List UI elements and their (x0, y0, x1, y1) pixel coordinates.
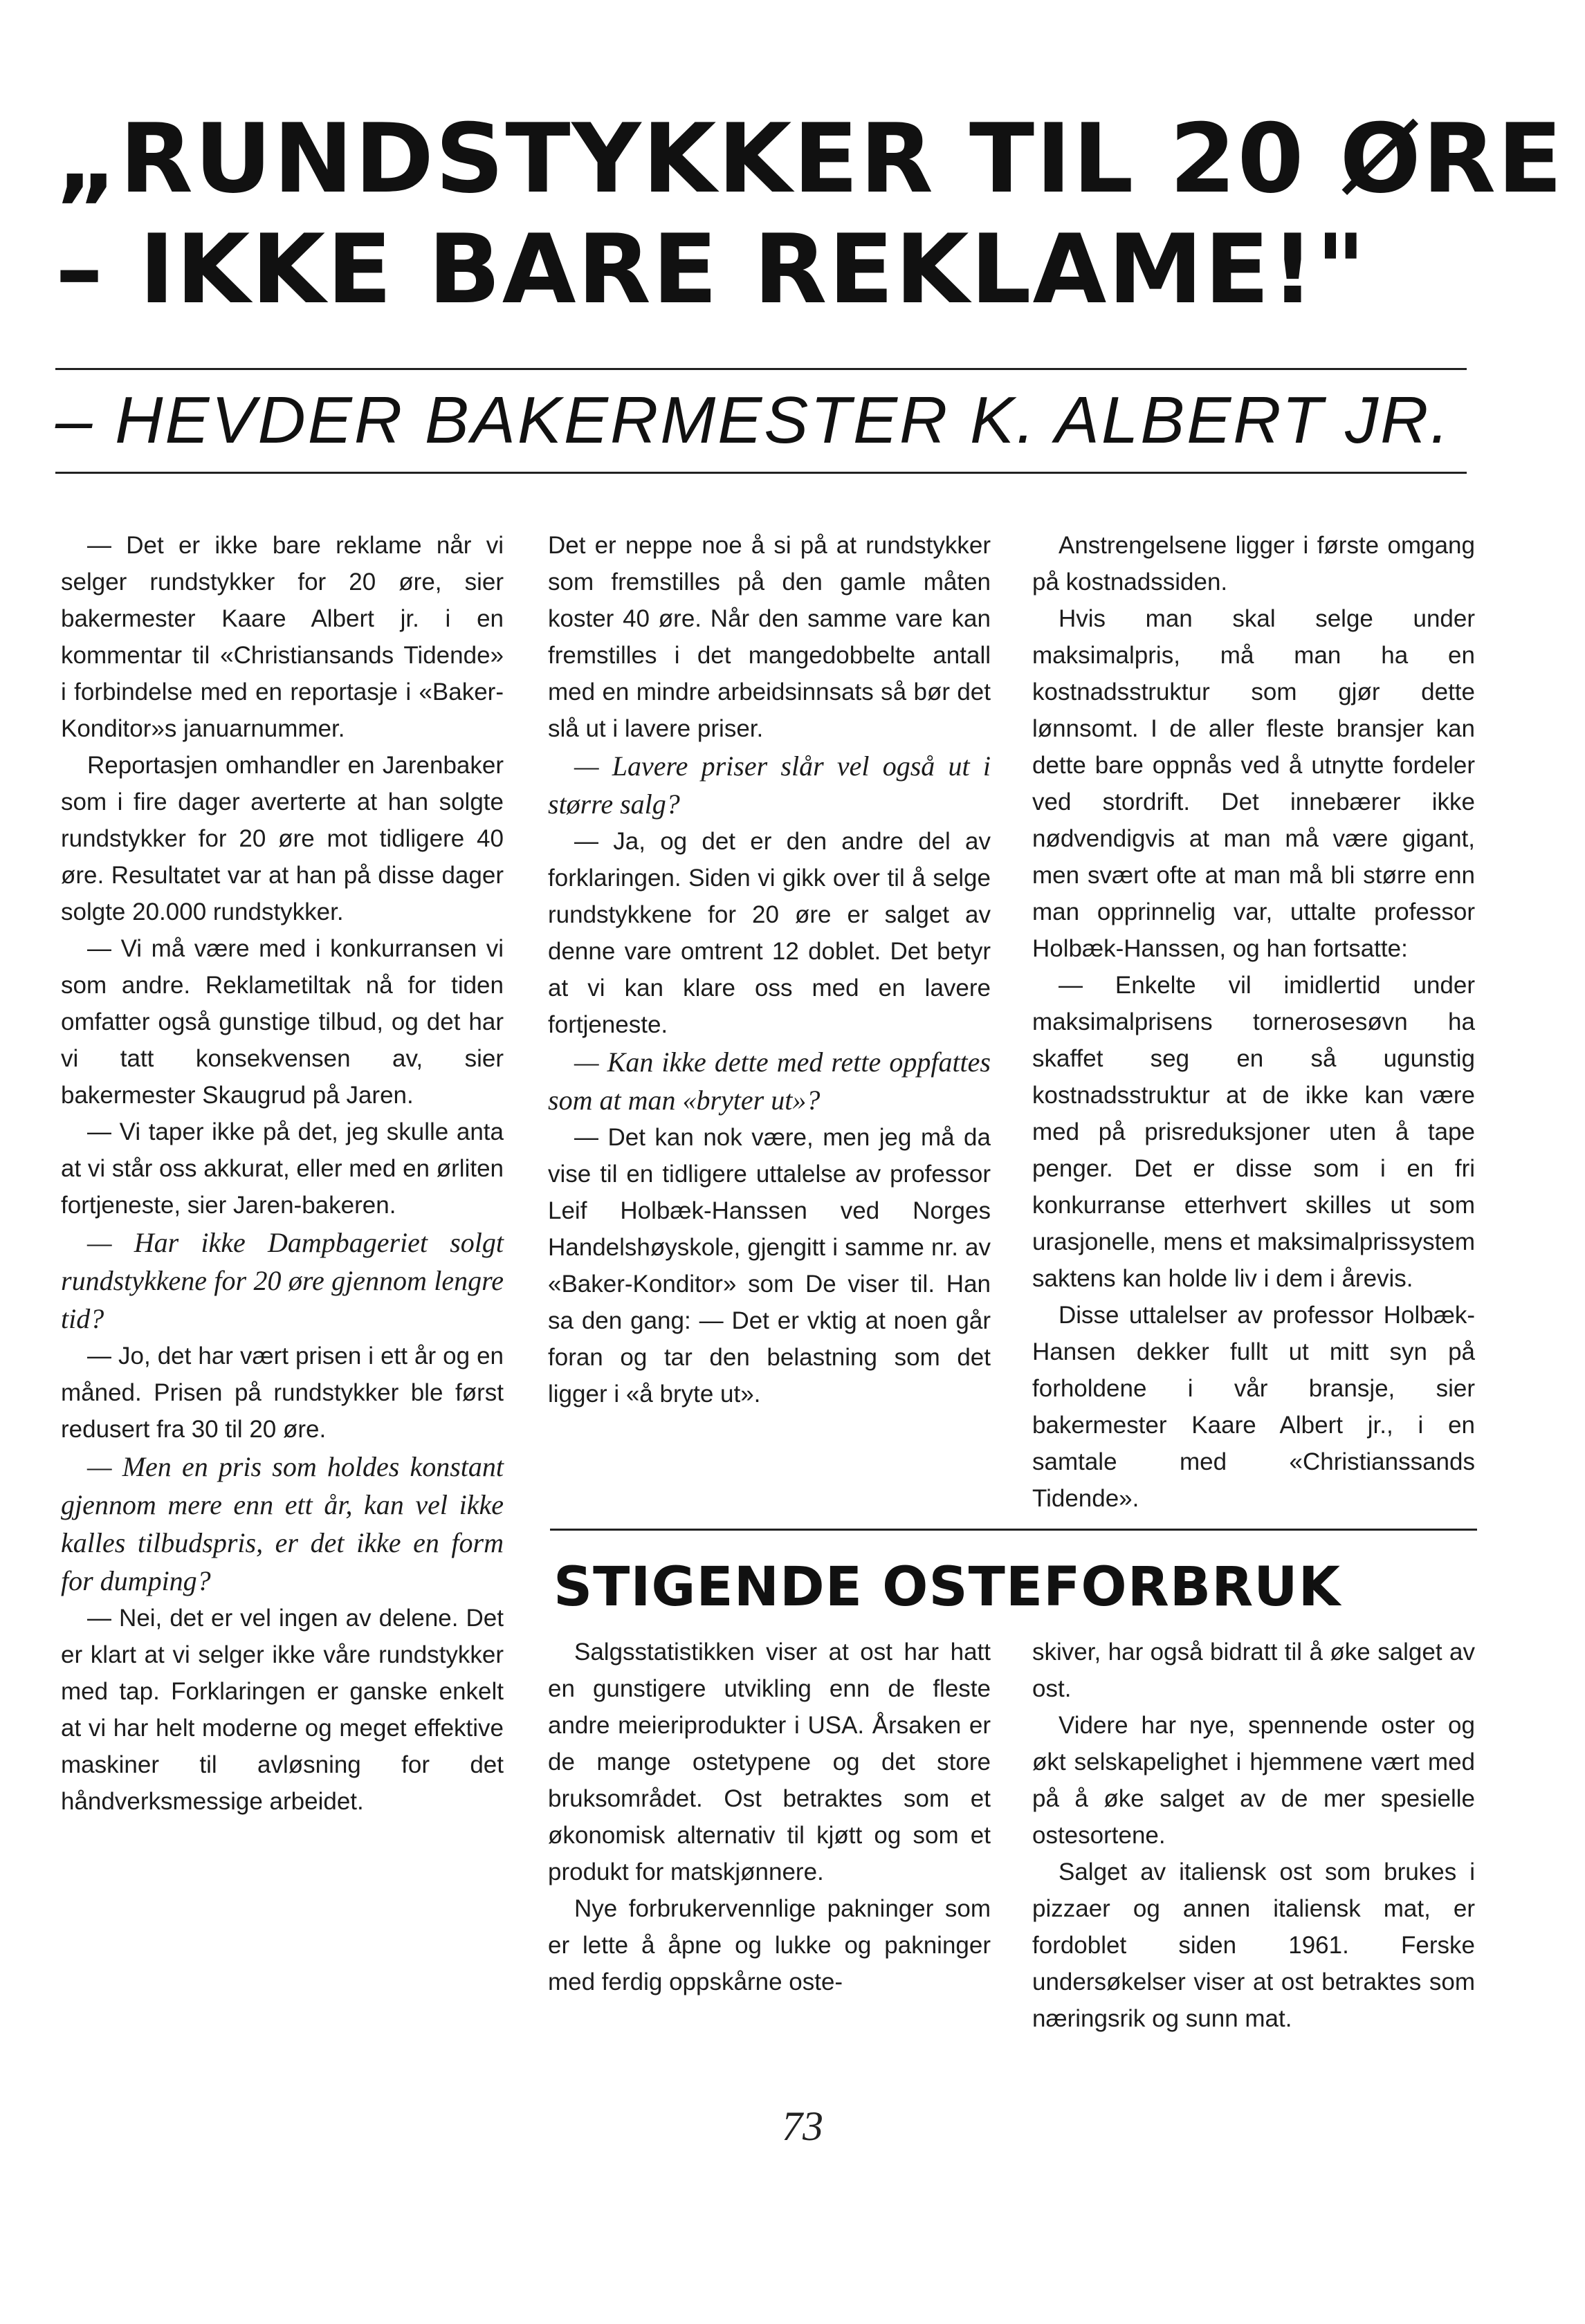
paragraph: Nye forbrukervennlige pakninger som er lette å åpne og lukke og pakninger med ferdig oppskårne oste- (548, 1895, 991, 1995)
headline-line-1: „RUNDSTYKKER TIL 20 ØRE (55, 103, 1564, 214)
paragraph: skiver, har også bidratt til å øke salget av ost. (1032, 1639, 1475, 1702)
page-number: 73 (782, 2103, 823, 2149)
article-column-1 (61, 527, 504, 1820)
headline-rule (55, 368, 1467, 370)
interview-question: — Lavere priser slår vel også ut i større salg? (548, 750, 991, 820)
article-column-2 (548, 527, 991, 1412)
section-rule (550, 1529, 1477, 1531)
paragraph: — Enkelte vil imidlertid under maksimalprisens tornerosesøvn ha skaffet seg en så ugunstig kostnadsstruktur at de ikke kan være med på prisreduksjoner uten å tape penger. Det er disse som i en fri konkurranse etterhvert skilles ut som urasjonelle, mens et maksimalprissystem saktens kan holde liv i dem i årevis. (1032, 972, 1475, 1292)
article-subheadline: – HEVDER BAKERMESTER K. ALBERT JR. (55, 383, 1451, 457)
interview-question: — Kan ikke dette med rette oppfattes som at man «bryter ut»? (548, 1046, 991, 1116)
paragraph: — Vi taper ikke på det, jeg skulle anta at vi står oss akkurat, eller med en ørliten fortjeneste, sier Jaren-bakeren. (61, 1118, 504, 1219)
paragraph: — Det kan nok være, men jeg må da vise til en tidligere uttalelse av professor Leif Holbæk-Hanssen ved Norges Handelshøyskole, gjengitt i samme nr. av «Baker-Konditor» som De viser til. Han sa den gang: — Det er vktig at noen går foran og tar den belastning som det ligger i «å bryte ut». (548, 1124, 991, 1408)
interview-question: — Har ikke Dampbageriet solgt rundstykkene for 20 øre gjennom lengre tid? (61, 1227, 504, 1334)
paragraph: Det er neppe noe å si på at rundstykker som fremstilles på den gamle måten koster 40 øre. Når den samme vare kan fremstilles i det mangedobbelte antall med en mindre arbeidsinnsats så bør det slå ut i lavere priser. (548, 532, 991, 742)
paragraph: — Jo, det har vært prisen i ett år og en måned. Prisen på rundstykker ble først redusert fra 30 til 20 øre. (61, 1343, 504, 1443)
headline-line-2: – IKKE BARE REKLAME!" (55, 214, 1367, 325)
paragraph: — Det er ikke bare reklame når vi selger rundstykker for 20 øre, sier bakermester Kaare Albert jr. i en kommentar til «Christiansands Tidende» i forbindelse med en reportasje i «Baker-Konditor»s januarnummer. (61, 532, 504, 742)
paragraph: Disse uttalelser av professor Holbæk-Hansen dekker fullt ut mitt syn på forholdene i vår bransje, sier bakermester Kaare Albert jr., i en samtale med «Christianssands Tidende». (1032, 1302, 1475, 1512)
paragraph: Reportasjen omhandler en Jarenbaker som i fire dager averterte at han solgte rundstykker for 20 øre mot tidligere 40 øre. Resultatet var at han på disse dager solgte 20.000 rundstykker. (61, 752, 504, 925)
paragraph: — Ja, og det er den andre del av forklaringen. Siden vi gikk over til å selge rundstykkene for 20 øre er salget av denne vare omtrent 12 doblet. Det betyr at vi kan klare oss med en lavere fortjeneste. (548, 828, 991, 1038)
paragraph: Salgsstatistikken viser at ost har hatt en gunstigere utvikling enn de fleste andre meieriprodukter i USA. Årsaken er de mange ostetypene og det store bruksområdet. Ost betraktes som et økonomisk alternativ til kjøtt og som et produkt for matskjønnere. (548, 1639, 991, 1885)
subheadline-rule (55, 472, 1467, 474)
section-column-2 (1032, 1634, 1475, 2037)
article-headline (55, 103, 1564, 325)
interview-question: — Men en pris som holdes konstant gjennom mere enn ett år, kan vel ikke kalles tilbudspris, er det ikke en form for dumping? (61, 1451, 504, 1596)
article-column-3 (1032, 527, 1475, 1517)
paragraph: — Vi må være med i konkurransen vi som andre. Reklametiltak nå for tiden omfatter også gunstige tilbud, og det har vi tatt konsekvensen av, sier bakermester Skaugrud på Jaren. (61, 935, 504, 1109)
paragraph: — Nei, det er vel ingen av delene. Det er klart at vi selger ikke våre rundstykker med tap. Forklaringen er ganske enkelt at vi har helt moderne og meget effektive maskiner til avløsning for det håndverksmessige arbeidet. (61, 1605, 504, 1815)
section-column-1 (548, 1634, 991, 2000)
paragraph: Videre har nye, spennende oster og økt selskapelighet i hjemmene vært med på å øke salget av de mer spesielle ostesortene. (1032, 1712, 1475, 1849)
paragraph: Salget av italiensk ost som brukes i pizzaer og annen italiensk mat, er fordoblet siden 1961. Ferske undersøkelser viser at ost betraktes som næringsrik og sunn mat. (1032, 1859, 1475, 2032)
paragraph: Anstrengelsene ligger i første omgang på kostnadssiden. (1032, 532, 1475, 596)
section-title: STIGENDE OSTEFORBRUK (553, 1556, 1341, 1618)
paragraph: Hvis man skal selge under maksimalpris, må man ha en kostnadsstruktur som gjør dette lønnsomt. I de aller fleste bransjer kan dette bare oppnås ved å utnytte fordeler ved stordrift. Det innebærer ikke nødvendigvis at man må være gigant, men svært ofte at man må bli større enn man opprinnelig var, uttalte professor Holbæk-Hanssen, og han fortsatte: (1032, 605, 1475, 962)
